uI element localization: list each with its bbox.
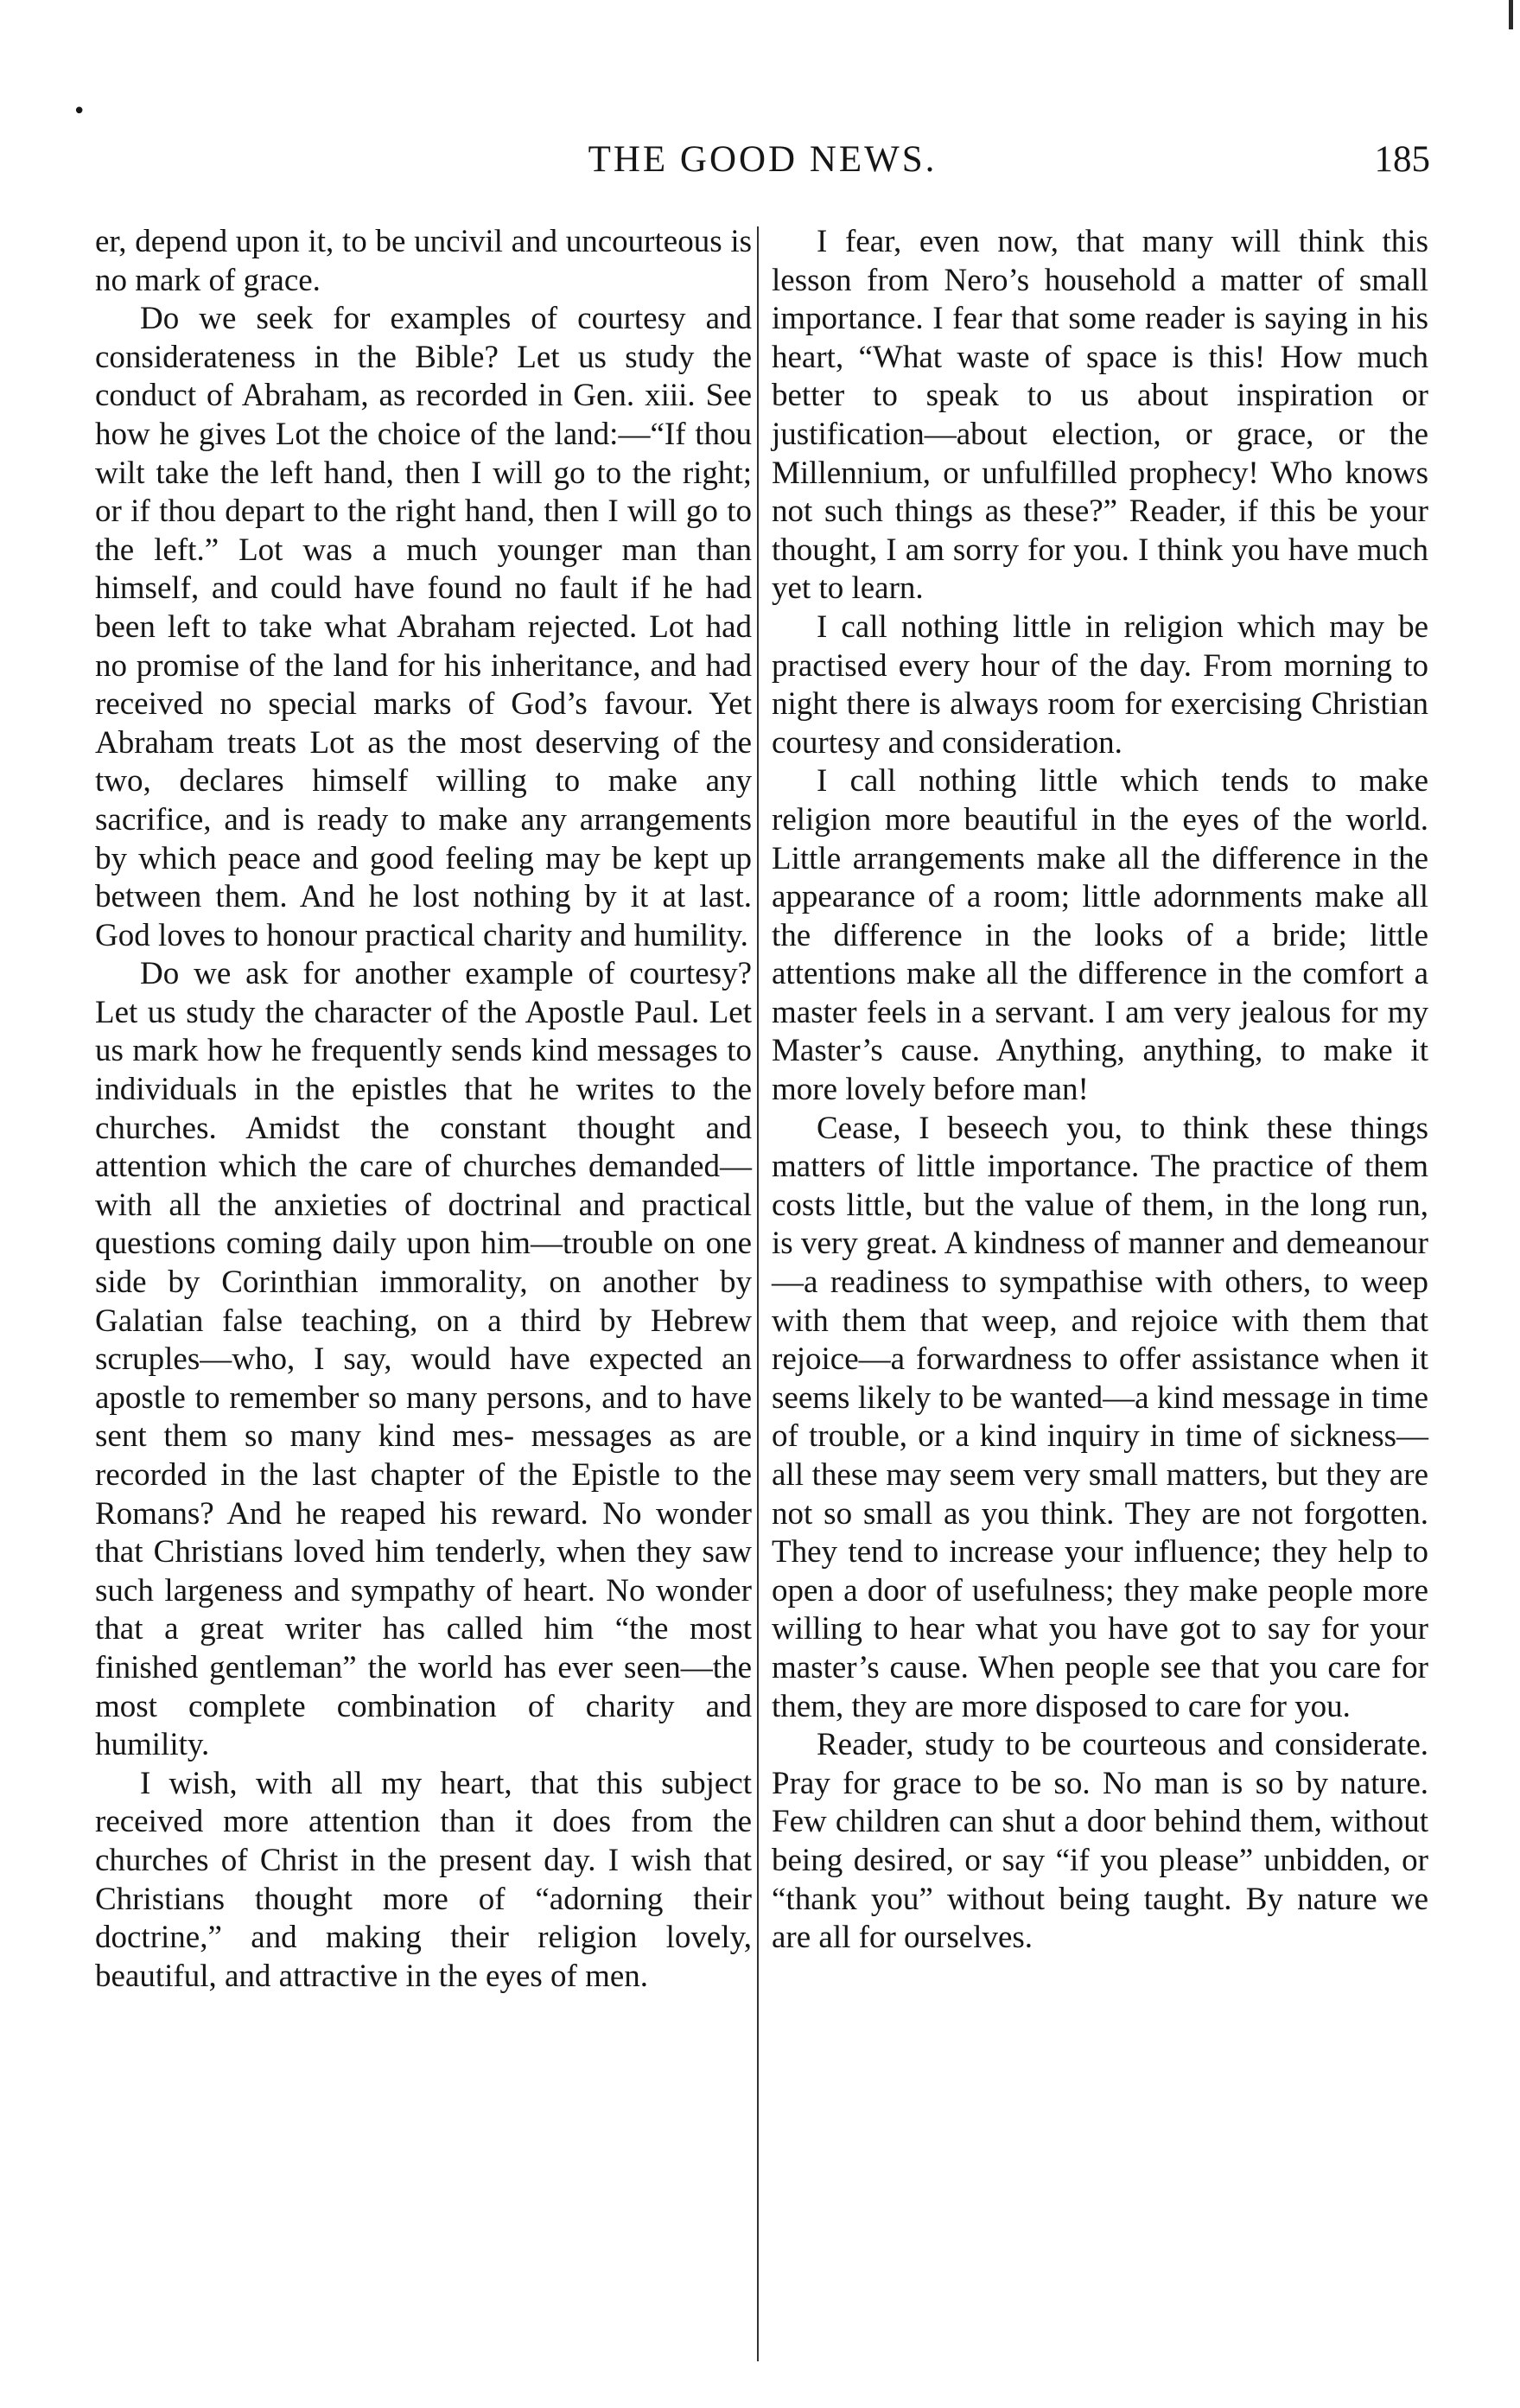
paragraph: Cease, I beseech you, to think these things matters of little importance. The practice of them costs little, but the value of them, in the long run, is very great. A kindness of manner and demeanour—a readiness to sympathise with others, to weep with them that weep, and rejoice with them that rejoice—a forwardness to offer assistance when it seems likely to be wanted—a kind message in time of trouble, or a kind inquiry in time of sickness—all these may seem very small matters, but they are not so small as you think. They are not forgotten. They tend to increase your influence; they help to open a door of usefulness; they make people more willing to hear what you have got to say for your master’s cause. When people see that you care for them, they are more disposed to care for you.	[772, 1110, 1428, 1724]
margin-dot: •	[73, 99, 86, 124]
paragraph: I call nothing little in religion which may be practised every hour of the day. From morning to night there is always room for exercising Christian courtesy and consideration.	[772, 608, 1428, 761]
paragraph: Do we ask for another example of courtesy? Let us study the character of the Apostle Paul. Let us mark how he frequently sends kind messages to individuals in the epistles that he writes to the churches. Amidst the constant thought and attention which the care of churches demanded—with all the anxieties of doctrinal and practical questions coming daily upon him—trouble on one side by Corinthian immorality, on another by Galatian false teaching, on a third by Hebrew scruples—who, I say, would have expected an apostle to remember so many persons, and to have sent them so many kind mes- messages as are recorded in the last chapter of the Epistle to the Romans? And he reaped his reward. No wonder that Christians loved him tenderly, when they saw such largeness and sympathy of heart. No wonder that a great writer has called him “the most finished gentleman” the world has ever seen—the most complete combination of charity and humility.	[95, 956, 752, 1763]
right-column	[772, 223, 1428, 1958]
page-header	[95, 138, 1430, 190]
column-divider	[757, 226, 759, 2361]
paragraph: Do we seek for examples of courtesy and considerateness in the Bible? Let us study the conduct of Abraham, as recorded in Gen. xiii. See how he gives Lot the choice of the land:—“If thou wilt take the left hand, then I will go to the right; or if thou depart to the right hand, then I will go to the left.” Lot was a much younger man than himself, and could have found no fault if he had been left to take what Abraham rejected. Lot had no promise of the land for his inheritance, and had received no special marks of God’s favour. Yet Abraham treats Lot as the most deserving of the two, declares himself willing to make any sacrifice, and is ready to make any arrangements by which peace and good feeling may be kept up between them. And he lost nothing by it at last. God loves to honour practical charity and humility.	[95, 301, 752, 953]
paragraph: Reader, study to be courteous and considerate. Pray for grace to be so. No man is so by nature. Few children can shut a door behind them, without being desired, or say “if you please” unbidden, or “thank you” without being taught. By nature we are all for ourselves.	[772, 1727, 1428, 1956]
left-column	[95, 223, 752, 1996]
running-title: THE GOOD NEWS.	[588, 139, 938, 180]
paragraph: I fear, even now, that many will think this lesson from Nero’s household a matter of small importance. I fear that some reader is saying in his heart, “What waste of space is this! How much better to speak to us about inspiration or justification—about election, or grace, or the Millennium, or unfulfilled prophecy! Who knows not such things as these?” Reader, if this be your thought, I am sorry for you. I think you have much yet to learn.	[772, 224, 1428, 607]
edge-mark	[1509, 0, 1513, 29]
paragraph: I call nothing little which tends to make religion more beautiful in the eyes of the world. Little arrangements make all the difference in the appearance of a room; little adornments make all the difference in the looks of a bride; little attentions make all the difference in the comfort a master feels in a servant. I am very jealous for my Master’s cause. Anything, anything, to make it more lovely before man!	[772, 763, 1428, 1108]
paragraph: I wish, with all my heart, that this subject received more attention than it does from the churches of Christ in the present day. I wish that Christians thought more of “adorning their doctrine,” and making their religion lovely, beautiful, and attractive in the eyes of men.	[95, 1765, 752, 1994]
paragraph: er, depend upon it, to be uncivil and uncourteous is no mark of grace.	[95, 224, 752, 298]
page-number: 185	[1374, 139, 1430, 180]
